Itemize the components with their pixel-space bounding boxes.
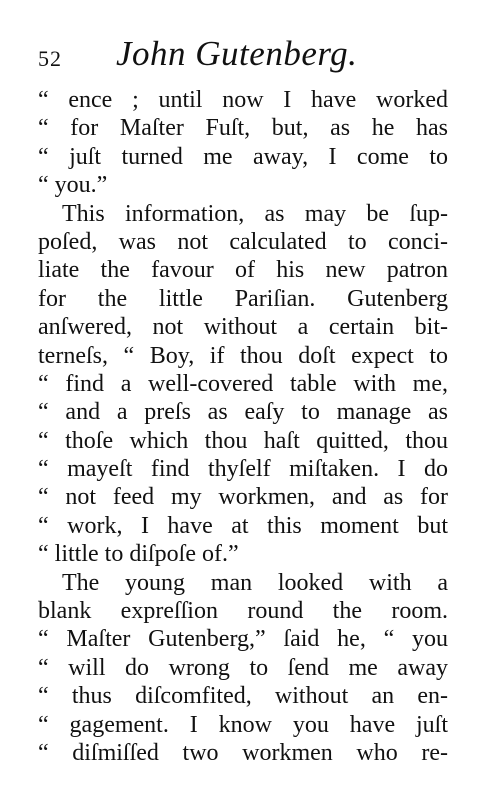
text-line: “ for Maſter Fuſt, but, as he has (38, 115, 448, 142)
text-line: “ work, I have at this moment but (38, 512, 448, 539)
text-line: “ find a well-covered table with me, (38, 370, 448, 397)
page-number: 52 (38, 46, 62, 71)
text-line: “ gagement. I know you have juſt (38, 711, 448, 738)
text-line: “ little to diſpoſe of.” (38, 541, 239, 568)
text-line: “ thus diſcomfited, without an en- (38, 683, 448, 710)
text-line: “ juſt turned me away, I come to (38, 143, 448, 170)
text-line: “ mayeſt find thyſelf miſtaken. I do (38, 456, 448, 483)
text-line: “ and a preſs as eaſy to manage as (38, 399, 448, 426)
text-line: The young man looked with a (62, 569, 448, 596)
text-line: for the little Pariſian. Gutenberg (38, 285, 448, 312)
text-line: poſed, was not calculated to conci- (38, 228, 448, 255)
text-line: liate the favour of his new patron (38, 257, 448, 284)
text-line: “ will do wrong to ſend me away (38, 654, 448, 681)
text-line: This information, as may be ſup- (62, 200, 448, 227)
text-line: “ not feed my workmen, and as for (38, 484, 448, 511)
text-line: anſwered, not without a certain bit- (38, 314, 448, 341)
text-line: blank expreſſion round the room. (38, 598, 448, 625)
running-title: John Gutenberg. (116, 34, 358, 73)
page-header (38, 34, 458, 84)
text-line: “ ence ; until now I have worked (38, 87, 448, 113)
body-text (38, 86, 448, 767)
text-line: terneſs, “ Boy, if thou doſt expect to (38, 342, 448, 369)
text-line: “ thoſe which thou haſt quitted, thou (38, 427, 448, 454)
text-line: “ diſmiſſed two workmen who re- (38, 739, 448, 766)
text-line: “ you.” (38, 172, 108, 199)
text-line: “ Maſter Gutenberg,” ſaid he, “ you (38, 626, 448, 653)
